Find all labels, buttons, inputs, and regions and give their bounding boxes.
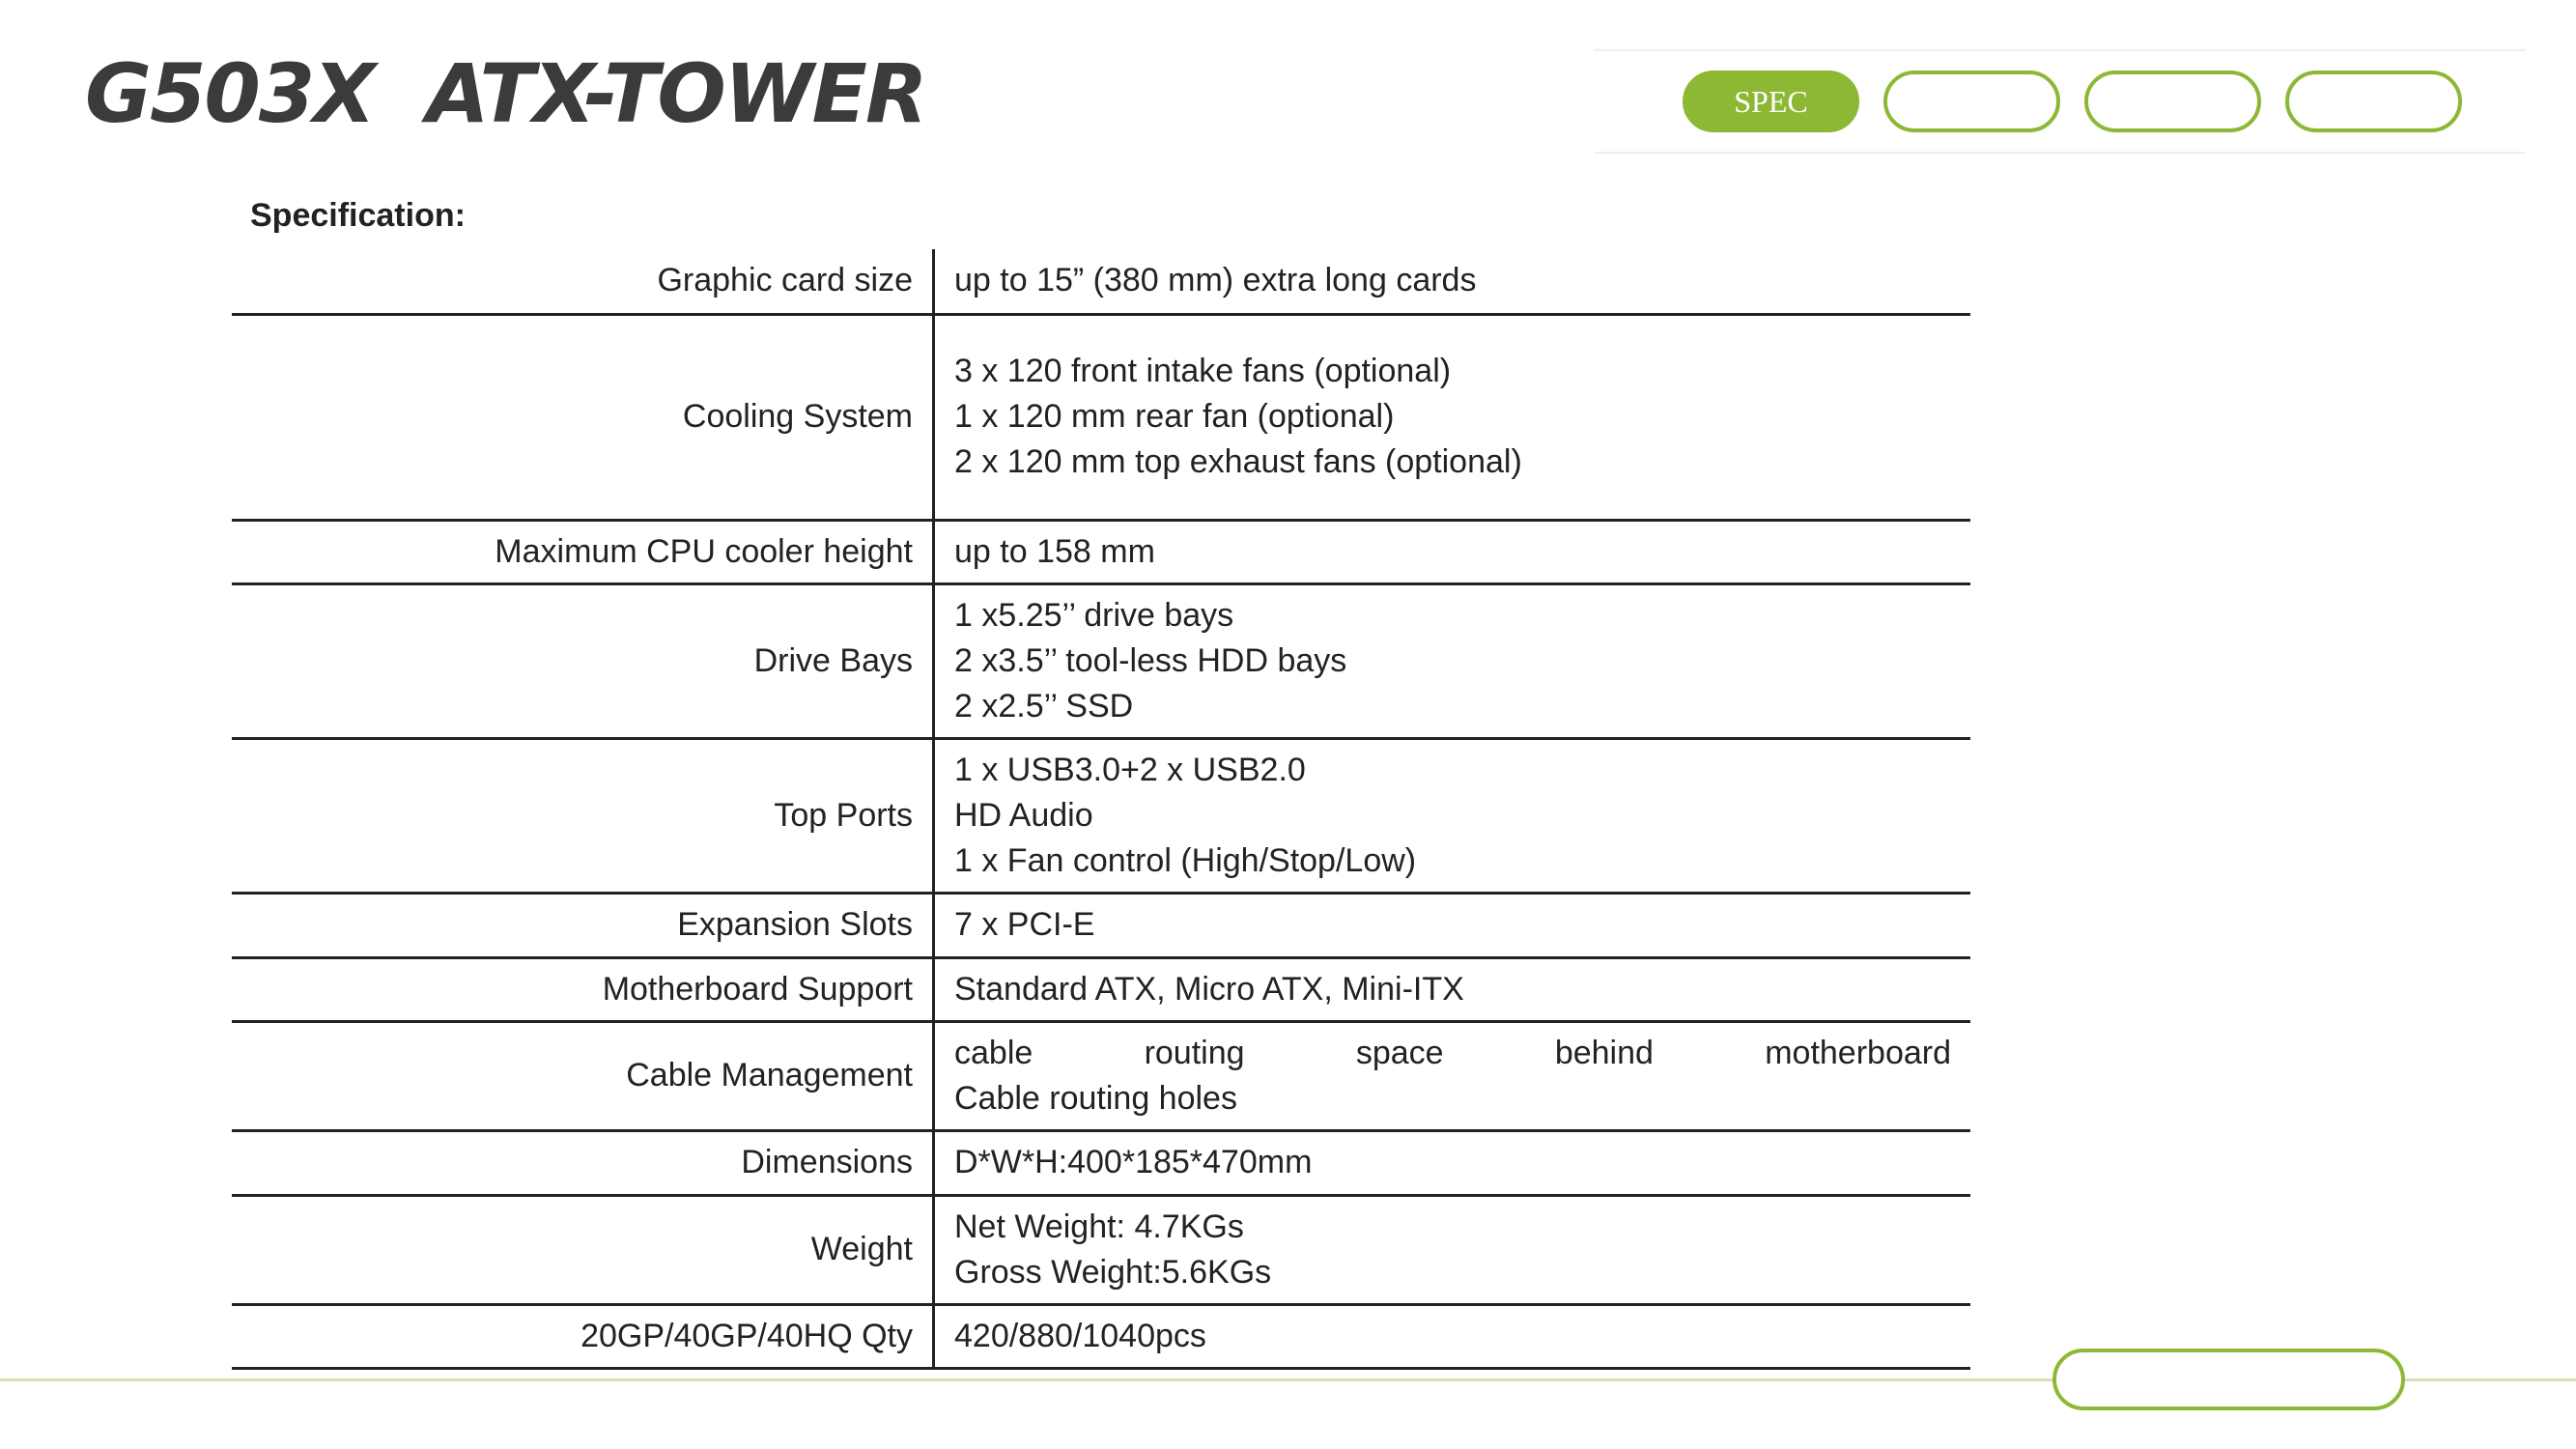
table-row: [232, 583, 1970, 738]
section-label: Specification:: [250, 197, 466, 234]
nav-tab-2[interactable]: [1883, 71, 2060, 132]
table-row: [232, 520, 1970, 583]
spec-key: Top Ports: [232, 738, 934, 893]
spec-key: Cooling System: [232, 314, 934, 520]
spec-value: [934, 1130, 1971, 1195]
spec-value: [934, 249, 1971, 314]
spec-value-line: 2 x 120 mm top exhaust fans (optional): [954, 443, 1522, 480]
footer-button[interactable]: [2052, 1349, 2405, 1410]
spec-value-line: 1 x Fan control (High/Stop/Low): [954, 841, 1417, 879]
table-row: [232, 893, 1970, 957]
nav-tab-4[interactable]: [2285, 71, 2462, 132]
spec-value-line: up to 158 mm: [954, 532, 1155, 570]
spec-key: Dimensions: [232, 1130, 934, 1195]
spec-value-line: 1 x USB3.0+2 x USB2.0: [954, 751, 1306, 788]
spec-value-line: 420/880/1040pcs: [954, 1317, 1206, 1354]
spec-value-line: 2 x2.5’’ SSD: [954, 687, 1134, 724]
spec-key: 20GP/40GP/40HQ Qty: [232, 1304, 934, 1368]
spec-value-line: Gross Weight:5.6KGs: [954, 1253, 1272, 1291]
spec-key: Motherboard Support: [232, 957, 934, 1021]
table-row: [232, 1130, 1970, 1195]
spec-key: Cable Management: [232, 1021, 934, 1130]
table-row: [232, 249, 1970, 314]
spec-value-line: Net Weight: 4.7KGs: [954, 1208, 1244, 1245]
table-row: [232, 738, 1970, 893]
spec-value: [934, 1021, 1971, 1130]
spec-value-line: cable routing space behind motherboard: [954, 1034, 1951, 1071]
spec-value-line: 7 x PCI-E: [954, 906, 1095, 943]
spec-value: [934, 738, 1971, 893]
spec-value-line: 1 x5.25’’ drive bays: [954, 596, 1234, 634]
nav-tab-3[interactable]: [2084, 71, 2261, 132]
nav-tab-spec[interactable]: SPEC: [1683, 71, 1859, 132]
spec-value-line: HD Audio: [954, 796, 1093, 834]
page-title: G503X ATX-TOWER: [85, 46, 926, 141]
spec-key: Drive Bays: [232, 583, 934, 738]
spec-value-line: 1 x 120 mm rear fan (optional): [954, 398, 1395, 435]
spec-value: [934, 1195, 1971, 1304]
table-row: [232, 1195, 1970, 1304]
nav-bar: [1594, 49, 2526, 154]
spec-value-line: 3 x 120 front intake fans (optional): [954, 353, 1452, 389]
table-row: [232, 314, 1970, 520]
spec-value-line: 2 x3.5’’ tool-less HDD bays: [954, 641, 1347, 679]
table-row: [232, 957, 1970, 1021]
spec-value-line: Standard ATX, Micro ATX, Mini-ITX: [954, 970, 1464, 1008]
spec-value: [934, 893, 1971, 957]
spec-value: [934, 1304, 1971, 1368]
spec-value: [934, 957, 1971, 1021]
spec-key: Expansion Slots: [232, 893, 934, 957]
spec-value: [934, 314, 1971, 520]
table-row: [232, 1304, 1970, 1368]
spec-value: [934, 583, 1971, 738]
spec-key: Maximum CPU cooler height: [232, 520, 934, 583]
spec-value-line: D*W*H:400*185*470mm: [954, 1144, 1313, 1180]
spec-key: Weight: [232, 1195, 934, 1304]
spec-value: [934, 520, 1971, 583]
spec-value-line: Cable routing holes: [954, 1079, 1237, 1117]
spec-value-line: up to 15” (380 mm) extra long cards: [954, 262, 1477, 299]
spec-table: [232, 249, 1970, 1370]
table-row: [232, 1021, 1970, 1130]
spec-key: Graphic card size: [232, 249, 934, 314]
